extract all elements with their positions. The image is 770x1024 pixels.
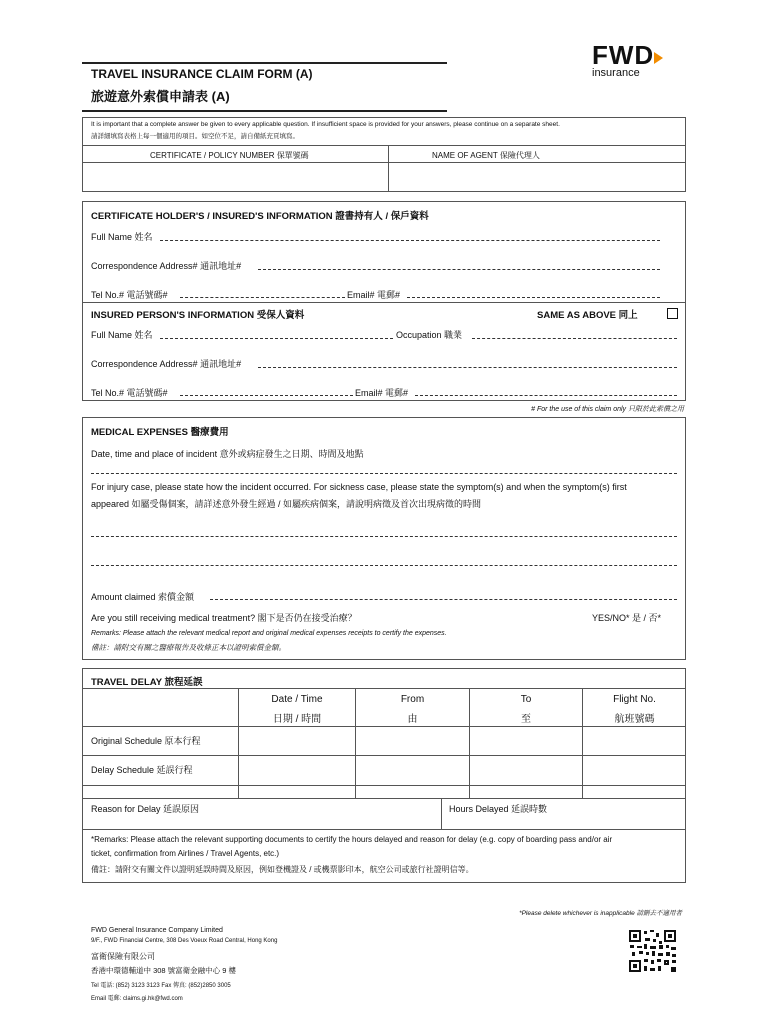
original-schedule-label: Original Schedule 原本行程 [91, 736, 201, 746]
company-name-zh: 富衛保險有限公司 [91, 952, 155, 961]
holder-tel-label: Tel No.# 電話號碼# [91, 290, 168, 300]
agent-name-field[interactable] [389, 163, 685, 191]
holder-insured-box [82, 201, 686, 401]
treatment-question: Are you still receiving medical treatment? 閣下是否仍在接受治療？ [91, 613, 357, 623]
company-address-zh: 香港中環德輔道中 308 號富衛金融中心 9 樓 [91, 966, 237, 975]
delete-note: *Please delete whichever is inapplicable 請刪去不適用者 [519, 910, 682, 917]
original-schedule-fields[interactable] [239, 727, 682, 754]
holder-full-name-label: Full Name 姓名 [91, 232, 153, 242]
delay-remarks-zh: 備註：請附交有關文件以證明延誤時間及原因，例如登機證及 / 或機票影印本，航空公司或旅行社證明信等。 [91, 865, 474, 874]
delay-schedule-label: Delay Schedule 延誤行程 [91, 765, 193, 775]
cert-number-field[interactable] [83, 163, 387, 191]
injury-text-line1: For injury case, please state how the incident occurred. For sickness case, please state the symptom(s) and when the symptom(s) first [91, 482, 627, 492]
holder-heading: CERTIFICATE HOLDER'S / INSURED'S INFORMATION 證書持有人 / 保戶資料 [91, 211, 429, 222]
form-title-zh: 旅遊意外索償申請表 (A) [91, 89, 230, 104]
company-address-en: 9/F., FWD Financial Centre, 308 Des Voeux Road Central, Hong Kong [91, 938, 278, 944]
insured-occupation-label: Occupation 職業 [396, 330, 463, 340]
medical-heading: MEDICAL EXPENSES 醫療費用 [91, 427, 229, 438]
col-flight-header: Flight No. 航班號碼 [613, 694, 656, 725]
delay-remarks-en-1: *Remarks: Please attach the relevant supporting documents to certify the hours delayed and reason for delay (e.g. copy of boarding pass and/or air [91, 835, 613, 844]
for-this-claim-note: # For the use of this claim only 只限於此索償之用 [531, 406, 684, 413]
reason-for-delay-label: Reason for Delay 延誤原因 [91, 804, 200, 814]
qr-code-icon [628, 929, 677, 973]
insured-email-field[interactable] [415, 395, 677, 396]
company-name-en: FWD General Insurance Company Limited [91, 927, 223, 934]
hours-delayed-label: Hours Delayed 延誤時數 [449, 804, 548, 814]
incident-field[interactable] [91, 473, 677, 474]
holder-email-label: Email# 電郵# [347, 290, 401, 300]
intro-note-zh: 請詳細填寫表格上每一個適用的項目。如空位不足，請自備紙充頁填寫。 [91, 133, 299, 140]
holder-tel-field[interactable] [180, 297, 345, 298]
insured-full-name-field[interactable] [160, 338, 393, 339]
same-as-above-checkbox[interactable] [667, 308, 678, 319]
amount-claimed-label: Amount claimed 索償金額 [91, 592, 195, 602]
injury-text-line2: appeared 如屬受傷個案，請詳述意外發生經過 / 如屬疾病個案，請說明病徵及首次出現病徵的時間 [91, 499, 482, 509]
holder-full-name-field[interactable] [160, 240, 660, 241]
agent-name-label: NAME OF AGENT 保險代理人 [432, 151, 540, 160]
insured-tel-label: Tel No.# 電話號碼# [91, 388, 168, 398]
holder-address-label: Correspondence Address# 通訊地址# [91, 261, 242, 271]
insured-email-label: Email# 電郵# [355, 388, 409, 398]
form-title-en: TRAVEL INSURANCE CLAIM FORM (A) [91, 67, 313, 81]
delay-remarks-en-2: ticket, confirmation from Airlines / Travel Agents, etc.) [91, 849, 280, 858]
header-top-rule [82, 62, 447, 64]
logo-triangle-icon [654, 52, 663, 64]
injury-field-line2[interactable] [91, 565, 677, 566]
company-tel-fax: Tel 電話: (852) 3123 3123 Fax 傳真: (852)2850 3005 [91, 983, 231, 989]
intro-note-en: It is important that a complete answer be given to every applicable question. If insufficient space is provided for your answers, please continue on a separate sheet. [91, 121, 560, 128]
col-from-header: From 由 [400, 694, 425, 725]
delay-schedule-fields[interactable] [239, 756, 682, 784]
holder-email-field[interactable] [407, 297, 660, 298]
amount-claimed-field[interactable] [210, 599, 677, 600]
treatment-yes-no[interactable]: YES/NO* 是 / 否* [592, 613, 662, 623]
same-as-above-label: SAME AS ABOVE 同上 [537, 310, 638, 321]
incident-label: Date, time and place of incident 意外或病症發生之日期、時間及地點 [91, 449, 364, 459]
insured-full-name-label: Full Name 姓名 [91, 330, 153, 340]
col-date-time-header: Date / Time 日期 / 時間 [271, 694, 323, 725]
injury-field-line1[interactable] [91, 536, 677, 537]
company-email: Email 電郵: claims.gi.hk@fwd.com [91, 996, 183, 1002]
insured-heading: INSURED PERSON'S INFORMATION 受保人資料 [91, 310, 305, 321]
medical-remarks-zh: 備註：請附交有關之醫療報告及收條正本以證明索償金額。 [91, 643, 286, 652]
cert-number-label: CERTIFICATE / POLICY NUMBER 保單號碼 [150, 151, 309, 160]
col-to-header: To 至 [520, 694, 532, 725]
fwd-logo: FWD insurance [592, 40, 672, 79]
insured-address-label: Correspondence Address# 通訊地址# [91, 359, 242, 369]
header-bottom-rule [82, 110, 447, 112]
holder-address-field[interactable] [258, 269, 660, 270]
travel-delay-heading: TRAVEL DELAY 旅程延誤 [91, 677, 203, 688]
insured-address-field[interactable] [258, 367, 677, 368]
medical-remarks-en: Remarks: Please attach the relevant medical report and original medical expenses receipts to certify the expenses. [91, 630, 447, 637]
insured-occupation-field[interactable] [472, 338, 677, 339]
insured-tel-field[interactable] [180, 395, 353, 396]
